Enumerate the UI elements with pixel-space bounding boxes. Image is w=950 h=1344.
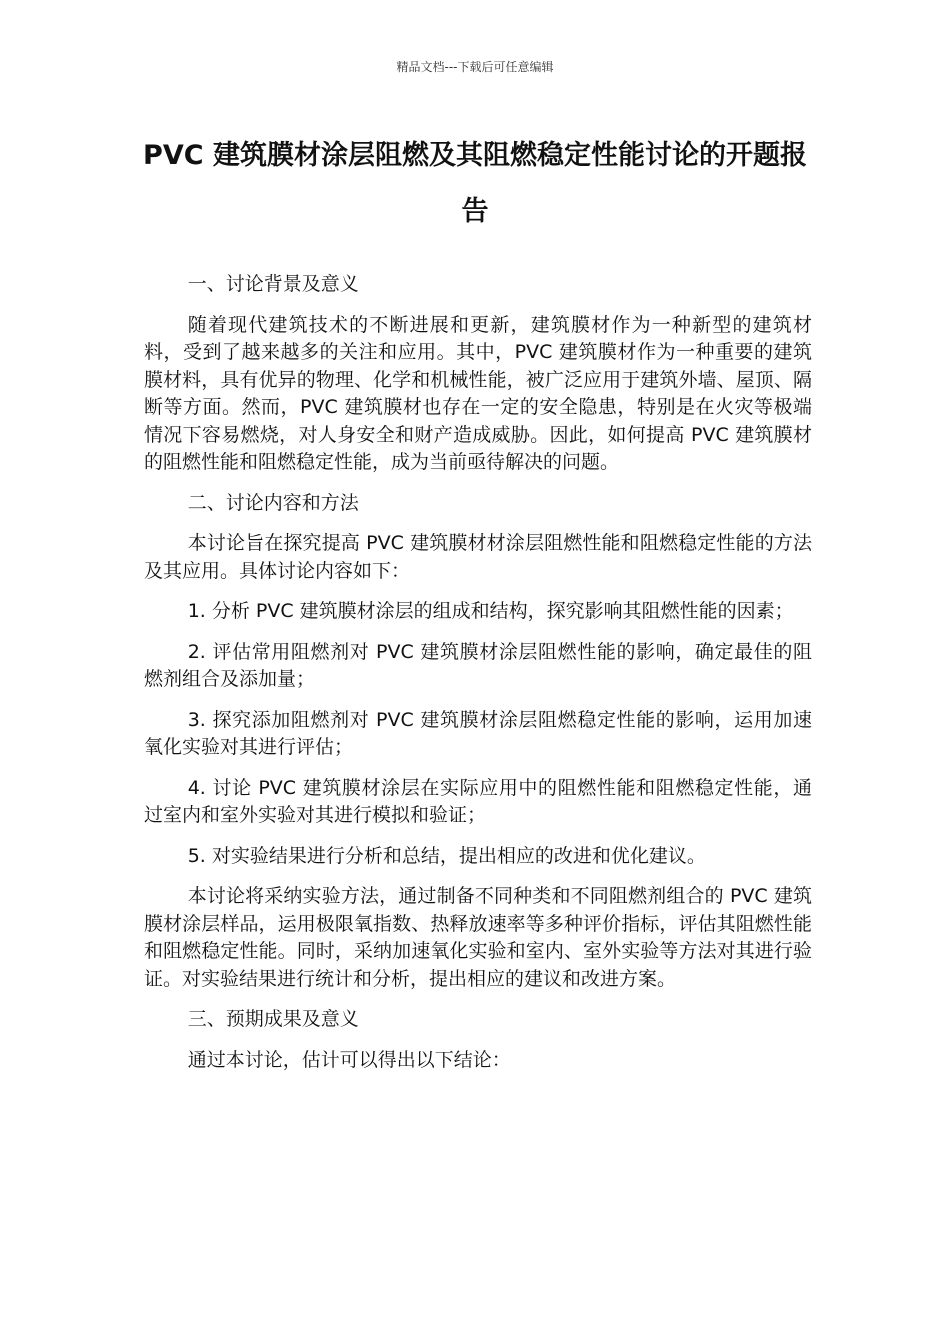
list-item-3: 3. 探究添加阻燃剂对 PVC 建筑膜材涂层阻燃稳定性能的影响，运用加速氧化实验对其进行评估； (144, 708, 812, 758)
page-header-note: 精品文档---下载后可任意编辑 (396, 60, 554, 74)
document-title: PVC 建筑膜材涂层阻燃及其阻燃稳定性能讨论的开题报告 (143, 140, 807, 227)
paragraph-methods: 本讨论将采纳实验方法，通过制备不同种类和不同阻燃剂组合的 PVC 建筑膜材涂层样品，运用极限氧指数、热释放速率等多种评价指标，评估其阻燃性能和阻燃稳定性能。同时，采纳加速氧化实验和室内、室外实验等方法对其进行验证。对实验结果进行统计和分析，提出相应的建议和改进方案。 (144, 885, 812, 990)
document-body (144, 271, 812, 1087)
section-heading-background: 一、讨论背景及意义 (187, 273, 359, 295)
paragraph-expected-results: 通过本讨论，估计可以得出以下结论： (187, 1048, 511, 1071)
section-heading-expected-results: 三、预期成果及意义 (187, 1008, 359, 1030)
list-item-5: 5. 对实验结果进行分析和总结，提出相应的改进和优化建议。 (187, 844, 706, 867)
list-item-1: 1. 分析 PVC 建筑膜材涂层的组成和结构，探究影响其阻燃性能的因素； (187, 600, 794, 622)
list-item-2: 2. 评估常用阻燃剂对 PVC 建筑膜材涂层阻燃性能的影响，确定最佳的阻燃剂组合及添加量； (144, 640, 812, 690)
list-item-4: 4. 讨论 PVC 建筑膜材涂层在实际应用中的阻燃性能和阻燃稳定性能，通过室内和室外实验对其进行模拟和验证； (144, 776, 812, 826)
paragraph-content-intro: 本讨论旨在探究提高 PVC 建筑膜材材涂层阻燃性能和阻燃稳定性能的方法及其应用。具体讨论内容如下： (144, 532, 812, 582)
section-heading-content-methods: 二、讨论内容和方法 (187, 491, 359, 514)
paragraph-background: 随着现代建筑技术的不断进展和更新，建筑膜材作为一种新型的建筑材料，受到了越来越多的关注和应用。其中，PVC 建筑膜材作为一种重要的建筑膜材料，具有优异的物理、化学和机械性能，被广泛应用于建筑外墙、屋顶、隔断等方面。然而，PVC 建筑膜材也存在一定的安全隐患，特别是在火灾等极端情况下容易燃烧，对人身安全和财产造成威胁。因此，如何提高 PVC 建筑膜材的阻燃性能和阻燃稳定性能，成为当前亟待解决的问题。 (144, 313, 812, 473)
